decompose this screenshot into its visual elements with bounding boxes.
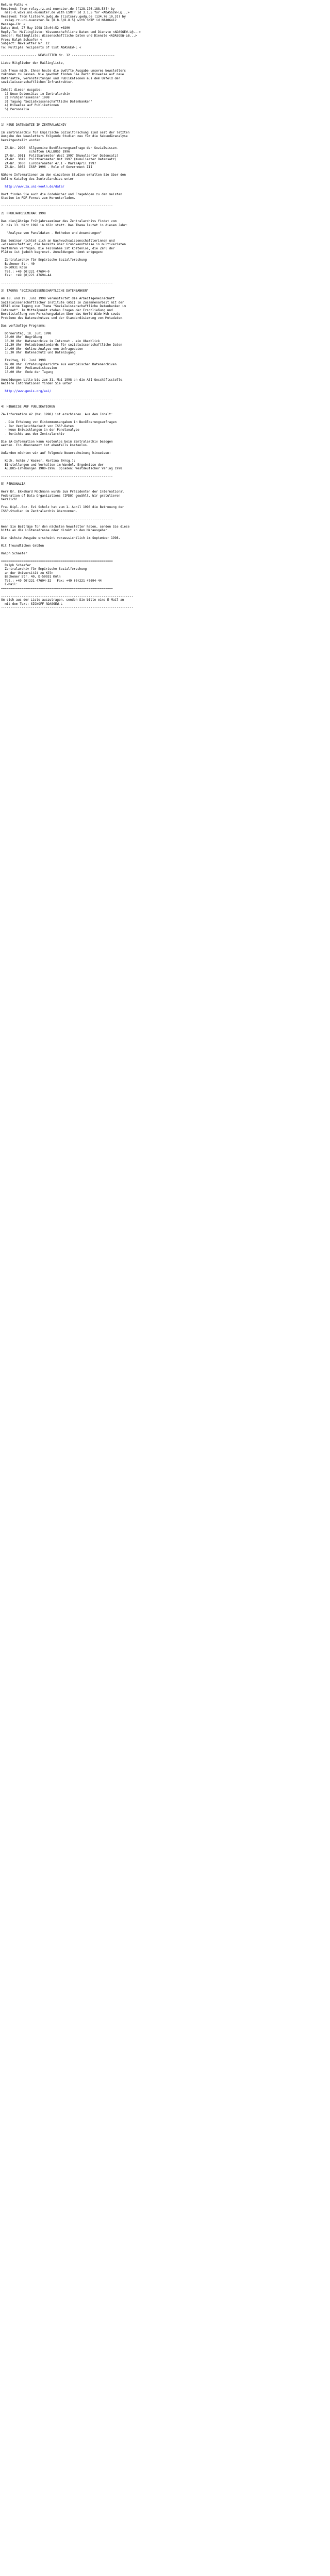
blank-line	[0, 436, 330, 440]
blank-line	[0, 486, 330, 490]
message-line: mit dem Text: SIGNOFF ADASGEW-L	[1, 602, 63, 606]
message-line: Inhalt dieser Ausgabe:	[1, 88, 42, 92]
message-line: ISSP-Studien im Zentralarchiv übernommen.	[1, 509, 78, 513]
blank-line	[0, 208, 330, 212]
message-line: Federation of Data Organizations (IFDO) gewählt. Wir gratulieren	[1, 494, 121, 498]
message-line: ALLBUS-Erhebungen 1980-1996. Opladen: Westdeutscher Verlag 1998.	[1, 467, 124, 470]
message-line: ZA-Nr. 2990 Allgemeine Bevölkerungsumfrage der Sozialwissen-	[1, 146, 119, 150]
message-line: 5) PERSONALIA	[1, 482, 25, 486]
message-line: Ralph Schaefer	[1, 552, 27, 555]
message-line: 10.00 Uhr Begrüßung	[1, 335, 42, 339]
blank-line	[0, 293, 330, 297]
message-line: mail-0.wiwi.uni-muenster.de with ESMTP id 3.1.5 for <ADASGEW-L@...>	[1, 11, 130, 14]
message-line: Reply-To: Mailingliste: Wissenschaftliche Daten und Dienste <ADASGEW-L@...>	[1, 30, 141, 34]
message-line: 15.30 Uhr Datenschutz und Datenzugang	[1, 351, 76, 354]
message-line: - Die Erhebung von Einkommensangaben in Bevölkerungsumfragen	[1, 420, 117, 424]
blank-line	[0, 84, 330, 89]
message-line: Sender: Mailingliste: Wissenschaftliche Daten und Dienste <ADASGEW-L@...>	[1, 34, 137, 38]
message-line: 3) TAGUNG "SOZIALWISSENSCHAFTLICHE DATENBANKEN"	[1, 289, 89, 293]
message-line: Fax: +49 (0)221 47694-44	[1, 274, 52, 277]
message-line: Verfahren verfügen. Die Teilnahme ist kostenlos, die Zahl der	[1, 246, 115, 250]
blank-line	[0, 57, 330, 61]
message-line: Sozialwissenschaftlicher Institute (ASI) in Zusammenarbeit mit der	[1, 300, 124, 304]
blank-line	[0, 189, 330, 193]
message-line: Liebe Mitglieder der Mailingliste,	[1, 61, 64, 65]
message-link[interactable]: http://www.gesis.org/asi/	[1, 389, 52, 393]
message-line: "Analyse von Paneldaten - Methoden und Anwendungen"	[1, 231, 102, 235]
blank-line	[0, 127, 330, 131]
message-viewer	[0, 0, 330, 631]
message-line: ------------------------------------------------------------	[1, 204, 113, 208]
blank-line	[0, 417, 330, 421]
message-line: zukommen zu lassen. Wie gewohnt finden Sie darin Hinweise auf neue	[1, 73, 124, 76]
message-line: Received: from listserv.gwdg.de (listserv.gwdg.de [134.76.10.3]) by	[1, 14, 126, 19]
message-line: GESIS eine Tagung zum Thema "Sozialwissenschaftliche Datenbanken im	[1, 304, 126, 308]
message-line: ZA-Information 42 (Mai 1998) ist erschienen. Aus dem Inhalt:	[1, 413, 113, 416]
message-line: Studien im PDF-Format zum Herunterladen.	[1, 196, 76, 200]
blank-line	[0, 285, 330, 290]
message-line: Das Seminar richtet sich an Nachwuchswissenschaftlerinnen und	[1, 239, 115, 243]
blank-line	[0, 590, 330, 595]
message-line: Koch, Achim / Wasmer, Martina (Hrsg.):	[1, 459, 76, 463]
message-line: Zentralarchiv für Empirische Sozialforschung	[1, 567, 87, 571]
blank-line	[0, 479, 330, 483]
blank-line	[0, 142, 330, 146]
message-line: Anmeldungen bitte bis zum 31. Mai 1998 an die ASI-Geschäftsstelle.	[1, 378, 124, 382]
message-line: Subject: Newsletter Nr. 12	[1, 42, 50, 45]
message-line: Probleme des Datenschutzes und der Standardisierung von Metadaten.	[1, 316, 124, 320]
blank-line	[0, 374, 330, 378]
blank-line	[0, 328, 330, 332]
blank-line	[0, 540, 330, 545]
message-line: herzlich!	[1, 498, 18, 501]
message-link[interactable]: http://www.za.uni-koeln.de/data/	[1, 184, 64, 189]
blank-line	[0, 320, 330, 324]
blank-line	[0, 521, 330, 525]
message-line: Internet". Im Mittelpunkt stehen Fragen der Erschließung und	[1, 308, 113, 312]
message-line: Weitere Informationen finden Sie unter	[1, 382, 72, 385]
blank-line	[0, 548, 330, 552]
message-line: bereitgestellt worden:	[1, 138, 42, 142]
message-line: 2. bis 13. März 1998 in Köln statt. Das Thema lautet in diesem Jahr:	[1, 223, 128, 227]
message-line: Das diesjährige Frühjahrsseminar des Zentralarchivs findet vom	[1, 219, 117, 223]
message-line: Bereitstellung von Forschungsdaten über das World Wide Web sowie	[1, 312, 121, 316]
blank-line	[0, 556, 330, 560]
message-line: Herr Dr. Ekkehard Mochmann wurde zum Präsidenten der International	[1, 490, 124, 494]
message-line: -----------------------------------------------------------------------	[1, 594, 134, 598]
message-line: Datensätze, Veranstaltungen und Publikationen aus dem Umfeld der	[1, 76, 121, 80]
message-line: - Zur Vergleichbarkeit von ISSP-Daten	[1, 424, 74, 428]
message-line: Bachemer Str. 40	[1, 262, 35, 266]
message-line: 4) Hinweise auf Publikationen	[1, 104, 59, 107]
blank-line	[0, 386, 330, 390]
message-line: ZA-Nr. 3030 Eurobarometer 47.1 - März/April 1997	[1, 161, 96, 165]
message-line: ------------------------------------------------------------	[1, 397, 113, 401]
message-line: Online-Katalog des Zentralarchivs unter	[1, 177, 74, 181]
message-line: Plätze ist jedoch begrenzt. Anmeldungen nimmt entgegen:	[1, 250, 104, 254]
message-line: Return-Path: <	[1, 3, 27, 7]
message-line: 09.00 Uhr Erfahrungsberichte aus europäischen Datenarchiven	[1, 362, 117, 366]
blank-line	[0, 111, 330, 115]
blank-line	[0, 49, 330, 54]
message-line: ZA-Nr. 3012 Politbarometer Ost 1997 (Kumulierter Datensatz)	[1, 158, 117, 161]
message-line: Mit freundlichen Grüßen	[1, 544, 44, 548]
message-line: 1) NEUE DATENSÄTZE IM ZENTRALARCHIV	[1, 123, 67, 127]
message-line: 2) Frühjahrsseminar 1998	[1, 96, 50, 99]
message-line: Ralph Schaefer	[1, 563, 31, 567]
blank-line	[0, 513, 330, 517]
message-line: 3) Tagung "Sozialwissenschaftliche Datenbanken"	[1, 99, 93, 104]
message-line: Wenn Sie Beiträge für den nächsten Newsletter haben, senden Sie diese	[1, 524, 130, 529]
message-line: ------------------------------------------------------------	[1, 281, 113, 285]
blank-line	[0, 533, 330, 537]
message-line: Freitag, 19. Juni 1998	[1, 359, 46, 362]
blank-line	[0, 455, 330, 460]
message-line: Tel.: +49 (0)221 47694-32 Fax: +49 (0)221 47694-44	[1, 579, 102, 583]
message-line: 4) HINWEISE AUF PUBLIKATIONEN	[1, 405, 55, 409]
message-line: relay.rz.uni-muenster.de (8.8.5/8.8.5) with SMTP id NAA06412	[1, 19, 117, 22]
message-line: Außerdem möchten wir auf folgende Neuerscheinung hinweisen:	[1, 451, 111, 455]
blank-line	[0, 355, 330, 359]
blank-line	[0, 119, 330, 123]
message-line: - Neue Entwicklungen in der Panelanalyse	[1, 428, 79, 432]
message-line: werden. Ein Abonnement ist ebenfalls kostenlos.	[1, 444, 89, 447]
message-line: ZA-Nr. 3011 Politbarometer West 1997 (Kumulierter Datensatz)	[1, 154, 119, 158]
blank-line	[0, 170, 330, 174]
message-line: Das vorläufige Programm:	[1, 324, 46, 328]
message-line: bitte an die Listenadresse oder direkt an den Herausgeber.	[1, 529, 109, 532]
message-line: an der Universität zu Köln	[1, 571, 54, 575]
message-line: Die ZA-Information kann kostenlos beim Zentralarchiv bezogen	[1, 439, 113, 444]
blank-line	[0, 502, 330, 506]
message-line: 5) Personalia	[1, 107, 29, 111]
message-line: -----------------------------------------------------------------------	[1, 606, 134, 609]
blank-line	[0, 394, 330, 398]
message-line: sozialwissenschaftlichen Infrastruktur.	[1, 80, 74, 84]
message-line: Ausgabe des Newsletters folgende Studien neu für die Sekundäranalyse	[1, 134, 128, 138]
blank-line	[0, 278, 330, 282]
message-line: Donnerstag, 18. Juni 1998	[1, 331, 52, 335]
message-line: ============================================================	[1, 586, 113, 590]
blank-line	[0, 255, 330, 259]
message-line: Im Zentralarchiv für Empirische Sozialforschung sind seit der letzten	[1, 130, 130, 134]
message-line: Frau Dipl.-Soz. Evi Scholz hat zum 1. April 1998 die Betreuung der	[1, 505, 124, 509]
message-line: 11.30 Uhr Metadatenstandards für sozialwissenschaftliche Daten	[1, 343, 122, 347]
message-line: Dort finden Sie auch die Codebücher und Fragebögen zu den meisten	[1, 192, 122, 196]
blank-line	[0, 401, 330, 405]
message-line: Tel.: +49 (0)221 47694-0	[1, 269, 50, 274]
message-line: 10.30 Uhr Datenarchive im Internet - ein Überblick	[1, 339, 100, 343]
message-line: Um sich aus der Liste auszutragen, senden Sie bitte eine E-Mail an	[1, 598, 124, 602]
message-line: Nähere Informationen zu den einzelnen Studien erhalten Sie über den	[1, 173, 126, 177]
message-line: Zentralarchiv für Empirische Sozialforschung	[1, 258, 87, 262]
blank-line	[0, 216, 330, 220]
message-line: -wissenschaftler, die bereits über Grundkenntnisse in multivariaten	[1, 243, 126, 246]
message-line: 13.00 Uhr Ende der Tagung	[1, 370, 54, 374]
message-line: Die nächste Ausgabe erscheint voraussichtlich im September 1998.	[1, 536, 121, 540]
blank-line	[0, 409, 330, 413]
message-line: D-50931 Köln	[1, 266, 27, 269]
message-line: 2) FRÜHJAHRSSEMINAR 1998	[1, 212, 46, 215]
message-line: Message-ID: <	[1, 22, 25, 26]
message-line: ------------------------------------------------------------	[1, 474, 113, 478]
message-line: ============================================================	[1, 560, 113, 563]
blank-line	[0, 235, 330, 239]
message-line: schaften (ALLBUS) 1996	[1, 150, 70, 154]
message-line: To: Multiple recipients of list ADASGEW-L <	[1, 45, 81, 49]
blank-line	[0, 181, 330, 185]
message-line: ------------------------------------------------------------	[1, 115, 113, 119]
blank-line	[0, 227, 330, 231]
blank-line	[0, 200, 330, 205]
blank-line	[0, 65, 330, 69]
message-line: 14.00 Uhr Online-Analyse von Umfragedaten	[1, 347, 83, 351]
message-line: 1) Neue Datensätze im Zentralarchiv	[1, 92, 70, 96]
message-line: - Berichte aus dem Zentralarchiv	[1, 432, 64, 436]
message-line: Bachemer Str. 40, D-50931 Köln	[1, 575, 61, 579]
blank-line	[0, 448, 330, 452]
message-line: ich freue mich, Ihnen heute die zwölfte Ausgabe unseres Newsletters	[1, 69, 126, 73]
blank-line	[0, 471, 330, 475]
message-line: ------------------------------------------------------------	[1, 517, 113, 521]
message-line: ZA-Nr. 3052 ISSP 1996 - Role of Government III	[1, 165, 93, 169]
message-line: E-Mail:	[1, 583, 18, 586]
message-line: Einstellungen und Verhalten im Wandel. Ergebnisse der	[1, 463, 104, 467]
message-line: ------------------- NEWSLETTER Nr. 12 -----------------------	[1, 53, 115, 57]
message-line: Am 18. und 19. Juni 1998 veranstaltet die Arbeitsgemeinschaft	[1, 297, 115, 300]
message-line: Received: from relay.rz.uni-muenster.de ([128.176.188.53]) by	[1, 7, 115, 11]
message-line: From: Ralph Schaefer <	[1, 38, 42, 42]
message-line: Date: Wed, 27 May 1998 13:04:52 +0200	[1, 26, 70, 30]
message-line: 11.00 Uhr Podiumsdiskussion	[1, 366, 57, 370]
